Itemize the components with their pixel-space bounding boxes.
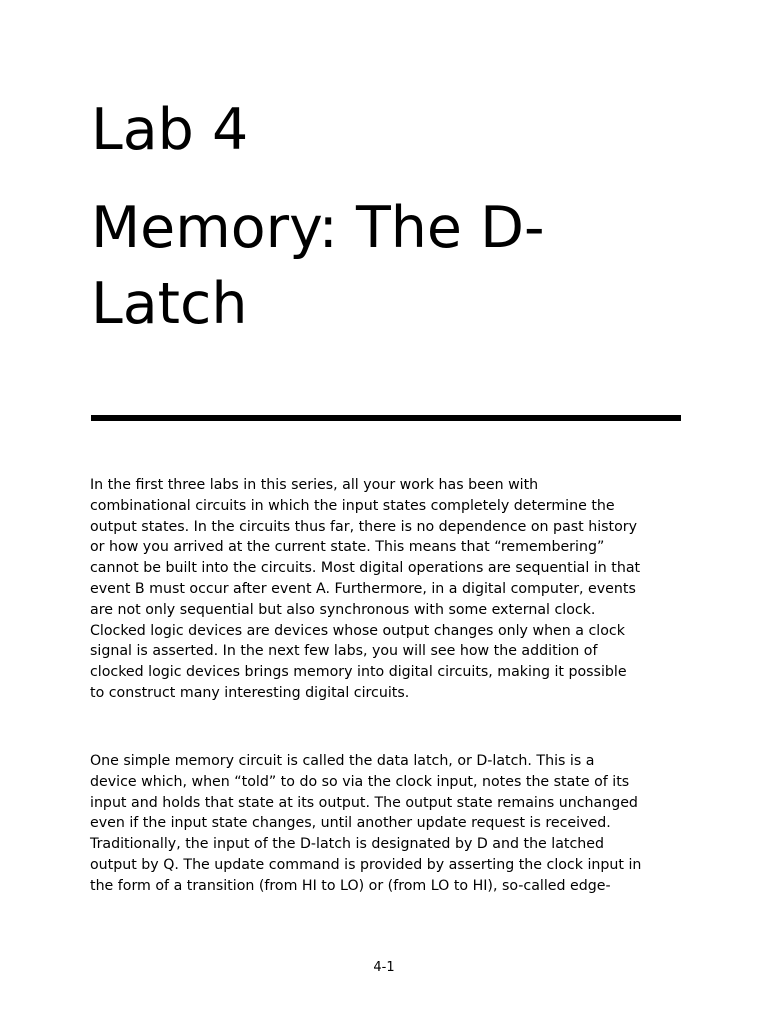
paragraph-line: input and holds that state at its output. The output state remains unchanged [90, 794, 638, 811]
paragraph-line: combinational circuits in which the input states completely determine the [90, 497, 615, 514]
paragraph-line: to construct many interesting digital circuits. [90, 684, 410, 701]
paragraph-line: or how you arrived at the current state. This means that “remembering” [90, 539, 605, 556]
paragraph-line: cannot be built into the circuits. Most digital operations are sequential in that [90, 560, 641, 577]
paragraph-line: clocked logic devices brings memory into digital circuits, making it possible [90, 664, 627, 681]
paragraph-line: even if the input state changes, until another update request is received. [90, 815, 611, 832]
paragraph-line: output states. In the circuits thus far, there is no dependence on past history [90, 518, 638, 535]
paragraph-line: event B must occur after event A. Furthermore, in a digital computer, events [90, 580, 636, 597]
chapter-title [91, 190, 691, 342]
paragraph-line: One simple memory circuit is called the data latch, or D-latch. This is a [90, 753, 595, 769]
d-latch-paragraph [90, 751, 690, 897]
paragraph-line: Traditionally, the input of the D-latch is designated by D and the latched [90, 836, 605, 853]
paragraph-line: the form of a transition (from HI to LO) or (from LO to HI), so-called edge- [90, 877, 611, 894]
lab-number-heading: Lab 4 [91, 97, 249, 163]
paragraph-line: are not only sequential but also synchronous with some external clock. [90, 601, 596, 618]
paragraph-line: signal is asserted. In the next few labs, you will see how the addition of [90, 643, 598, 660]
paragraph-line: device which, when “told” to do so via the clock input, notes the state of its [90, 773, 630, 790]
paragraph-line: Clocked logic devices are devices whose output changes only when a clock [90, 622, 625, 639]
chapter-title-line: Memory: The D- [91, 195, 545, 261]
page-number: 4-1 [373, 960, 395, 975]
intro-paragraph [90, 475, 690, 704]
title-divider-rule [91, 415, 681, 421]
paragraph-line: output by Q. The update command is provided by asserting the clock input in [90, 856, 642, 873]
chapter-title-line: Latch [91, 271, 248, 337]
paragraph-line: In the first three labs in this series, all your work has been with [90, 477, 539, 493]
